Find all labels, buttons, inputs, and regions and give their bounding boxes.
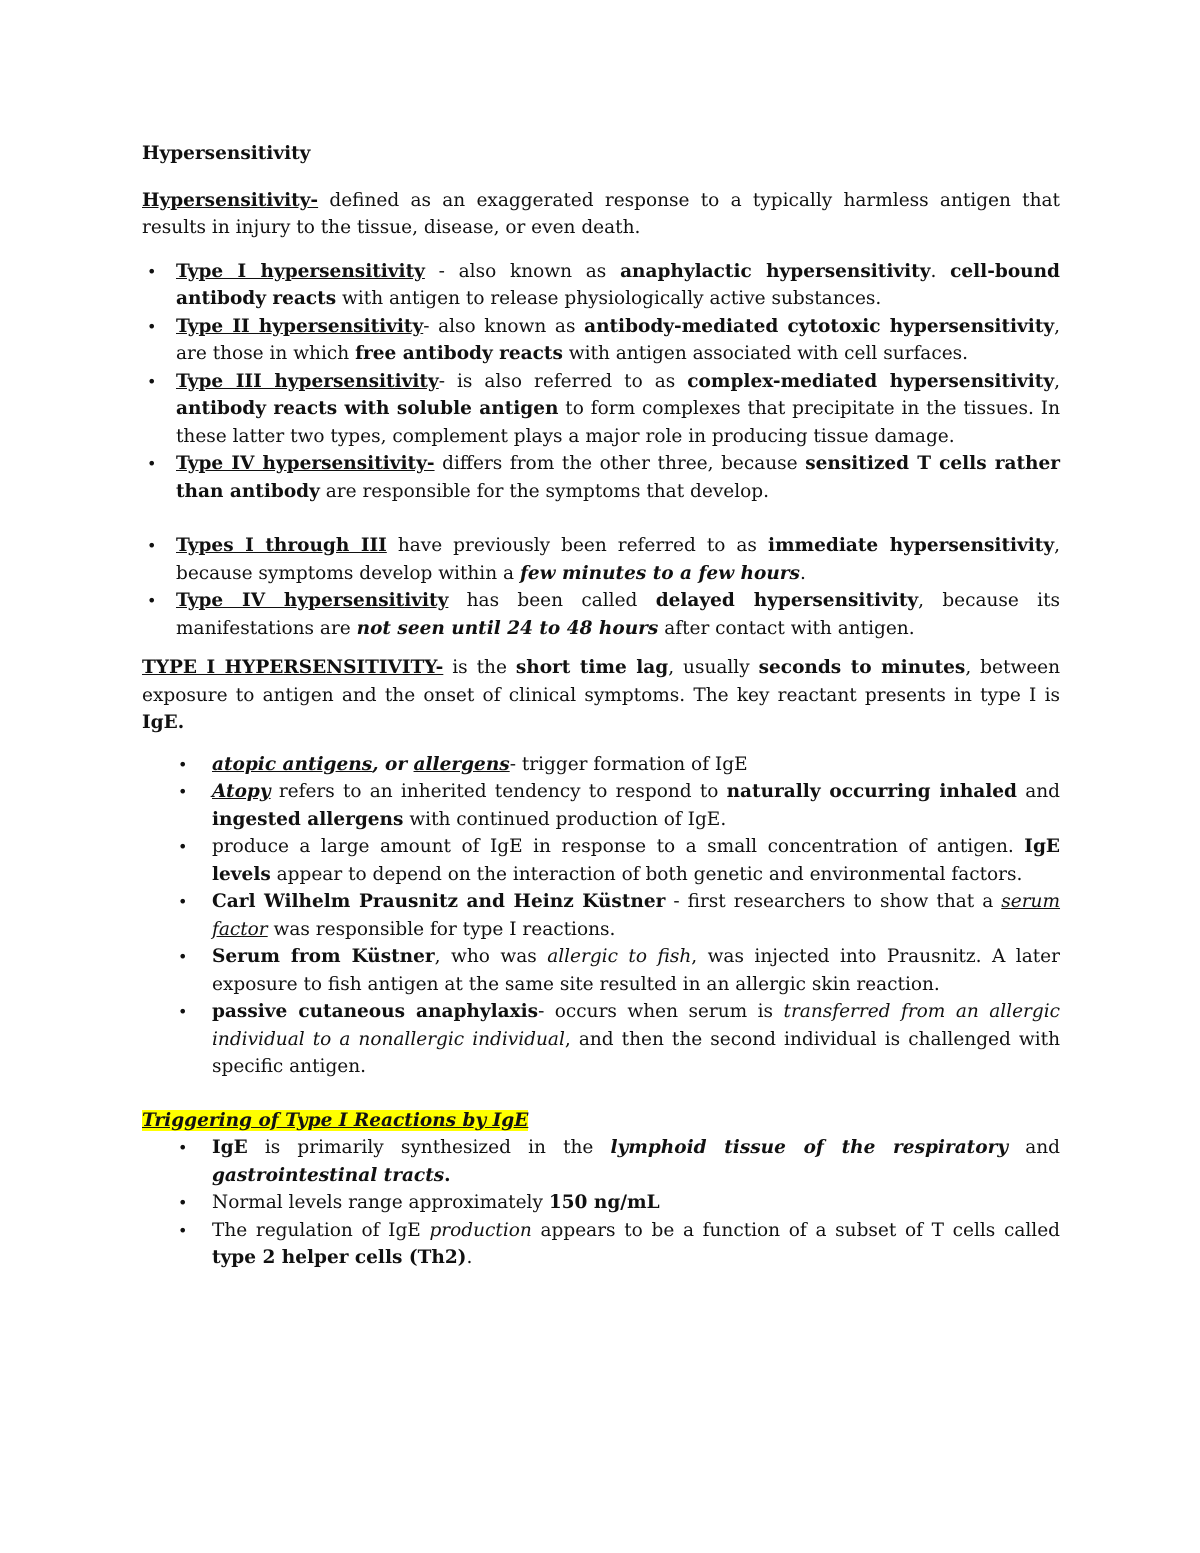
text-run: appears to be a function of a subset of T cells called xyxy=(531,1219,1060,1241)
text-run: differs from the other three, because xyxy=(434,453,806,474)
text-run: is primarily synthesized in the xyxy=(247,1137,611,1158)
text-run: Type IV hypersensitivity- xyxy=(176,453,435,474)
text-run: have previously been referred to as xyxy=(386,535,768,556)
text-run: - is also referred to as xyxy=(438,370,688,392)
text-run: ingested allergens xyxy=(212,808,404,830)
text-run: , xyxy=(1054,370,1060,392)
text-run: , are those in which xyxy=(176,315,1061,364)
list-item xyxy=(212,833,1060,888)
text-run: refers to an inherited tendency to respond to xyxy=(270,781,727,802)
text-run: transferred from an allergic individual to a nonallergic individual xyxy=(212,1001,1060,1050)
text-run: Atopy xyxy=(212,781,271,802)
text-run: IgE. xyxy=(142,712,185,733)
spacer xyxy=(142,505,1060,532)
text-run: - also known as xyxy=(423,315,585,337)
text-run: naturally occurring inhaled xyxy=(726,781,1017,802)
list-item xyxy=(176,313,1060,368)
text-run: Types I through III xyxy=(176,535,387,556)
text-run: gastrointestinal tracts xyxy=(212,1164,445,1186)
text-run: anaphylactic hypersensitivity xyxy=(620,260,931,282)
text-run: Type I hypersensitivity xyxy=(176,260,425,282)
list-item xyxy=(212,751,1060,779)
text-run: Type II hypersensitivity xyxy=(176,315,424,337)
list-item xyxy=(176,368,1060,451)
list-item xyxy=(176,258,1060,313)
list-item xyxy=(212,943,1060,998)
text-run: allergic to fish xyxy=(547,946,692,967)
list-item xyxy=(212,778,1060,833)
text-run: , between exposure to antigen and the onset of clinical symptoms. The key reactant presents in type I is xyxy=(142,657,1061,706)
text-run: IgE levels xyxy=(212,836,1060,885)
text-run: , was injected into Prausnitz. A later exposure to fish antigen at the same site resulted in an allergic skin reaction. xyxy=(212,946,1060,995)
text-run: Type IV hypersensitivity xyxy=(176,590,449,611)
list-item xyxy=(212,888,1060,943)
list-item xyxy=(176,532,1060,587)
text-run: IgE xyxy=(212,1137,248,1158)
text-run: are responsible for the symptoms that develop. xyxy=(319,480,769,502)
text-run: allergens xyxy=(413,753,510,775)
type1-points-list xyxy=(142,751,1060,1081)
type1-paragraph xyxy=(142,654,1060,737)
triggering-heading: Triggering of Type I Reactions by IgE xyxy=(142,1109,529,1131)
text-run: TYPE I HYPERSENSITIVITY- xyxy=(142,657,444,678)
list-item xyxy=(176,450,1060,505)
text-run: to form complexes that precipitate in the tissues. In these latter two types, complement plays a major role in producing tissue damage. xyxy=(176,398,1060,447)
text-run: seconds to minutes xyxy=(758,657,966,678)
text-run: . xyxy=(444,1164,451,1186)
text-run: Carl Wilhelm Prausnitz and Heinz Küstner xyxy=(212,891,666,912)
text-run: with continued production of IgE. xyxy=(403,808,727,830)
text-run: production xyxy=(429,1219,532,1241)
text-run: immediate hypersensitivity xyxy=(767,535,1055,556)
list-item xyxy=(176,587,1060,642)
text-run: after contact with antigen. xyxy=(658,617,915,639)
text-run: sensitized T cells rather than antibody xyxy=(176,453,1060,502)
text-run: , because its manifestations are xyxy=(176,590,1061,639)
text-run: , usually xyxy=(668,657,759,678)
text-run: type 2 helper cells (Th2) xyxy=(212,1247,467,1268)
text-run: atopic antigens xyxy=(212,753,373,775)
text-run: was responsible for type I reactions. xyxy=(267,918,616,940)
triggering-points-list xyxy=(142,1134,1060,1272)
text-run: with antigen associated with cell surfaces. xyxy=(562,343,969,364)
text-run: and xyxy=(1008,1137,1061,1158)
timing-list xyxy=(142,532,1060,642)
list-item xyxy=(212,1189,1060,1217)
text-run: lymphoid tissue of the respiratory xyxy=(610,1137,1009,1158)
text-run: passive cutaneous anaphylaxis xyxy=(212,1001,539,1022)
text-run: The regulation of IgE xyxy=(212,1219,430,1241)
text-run: - trigger formation of IgE xyxy=(509,753,748,775)
list-item xyxy=(212,1134,1060,1189)
text-run: Type III hypersensitivity xyxy=(176,370,439,392)
list-item xyxy=(212,1217,1060,1272)
text-run: , who was xyxy=(434,946,548,967)
text-run: appear to depend on the interaction of both genetic and environmental factors. xyxy=(270,863,1023,885)
text-run: delayed hypersensitivity xyxy=(655,590,919,611)
triggering-heading-line xyxy=(142,1107,1060,1135)
types-list xyxy=(142,258,1060,506)
text-run: with antigen to release physiologically active substances. xyxy=(336,288,882,309)
text-run: , or xyxy=(372,753,414,775)
text-run: 150 ng/mL xyxy=(548,1192,660,1213)
text-run: - first researchers to show that a xyxy=(665,891,1002,912)
page-title: Hypersensitivity xyxy=(142,143,311,164)
intro-text: defined as an exaggerated response to a typically harmless antigen that results in injury to the tissue, disease, or even death. xyxy=(142,189,1060,238)
text-run: serum factor xyxy=(212,891,1061,940)
intro-paragraph xyxy=(142,187,1060,242)
intro-term: Hypersensitivity- xyxy=(142,189,319,211)
text-run: and xyxy=(1017,781,1060,802)
text-run: . xyxy=(930,260,951,282)
text-run: free antibody reacts xyxy=(355,343,563,364)
text-run: short time lag xyxy=(515,657,669,678)
text-run: , and then the second individual is challenged with specific antigen. xyxy=(212,1028,1060,1077)
text-run: has been called xyxy=(448,590,656,611)
document-content xyxy=(142,140,1060,1272)
list-item xyxy=(212,998,1060,1081)
text-run: - also known as xyxy=(424,260,621,282)
text-run: antibody reacts with soluble antigen xyxy=(176,398,559,419)
text-run: . xyxy=(799,562,806,584)
text-run: complex-mediated hypersensitivity xyxy=(687,370,1055,392)
text-run: , because symptoms develop within a xyxy=(176,535,1060,584)
text-run: produce a large amount of IgE in response to a small concentration of antigen. xyxy=(212,836,1025,857)
text-run: Normal levels range approximately xyxy=(212,1192,549,1213)
text-run: . xyxy=(466,1247,473,1268)
text-run: Serum from Küstner xyxy=(212,946,435,967)
text-run: cell-bound antibody reacts xyxy=(176,260,1060,309)
text-run: - occurs when serum is xyxy=(538,1001,784,1022)
text-run: few minutes to a few hours xyxy=(519,562,800,584)
text-run: antibody-mediated cytotoxic hypersensitivity xyxy=(584,315,1055,337)
text-run: not seen until 24 to 48 hours xyxy=(356,617,659,639)
text-run: is the xyxy=(443,657,516,678)
